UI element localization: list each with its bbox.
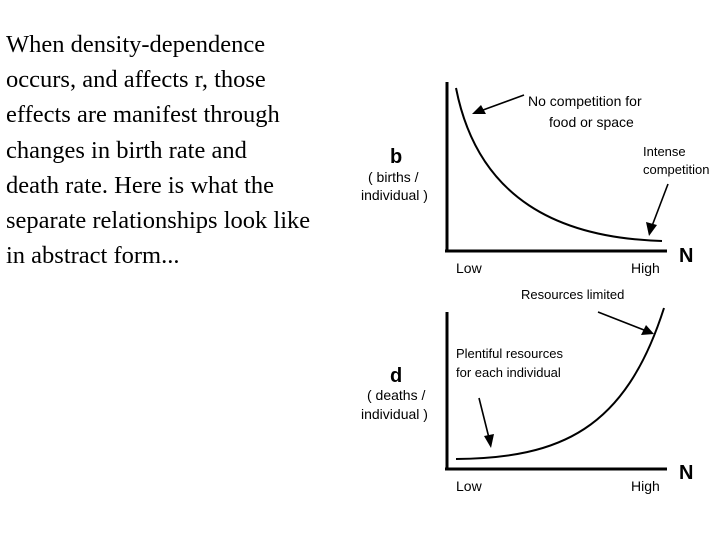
death-rate-variable: d — [390, 365, 403, 387]
birth-note-top-line1: No competition for — [528, 93, 642, 109]
death-note-top-arrow — [598, 312, 644, 330]
birth-rate-curve — [456, 88, 662, 241]
birth-x-variable: N — [679, 245, 694, 267]
birth-x-low-label: Low — [456, 260, 482, 276]
death-x-low-label: Low — [456, 478, 482, 494]
death-note-top: Resources limited — [521, 287, 625, 302]
death-x-high-label: High — [631, 478, 660, 494]
death-rate-unit-line2: individual ) — [361, 406, 428, 422]
death-rate-unit-line1: ( deaths / — [367, 387, 426, 403]
birth-rate-unit-line1: ( births / — [368, 169, 419, 185]
birth-note-top-arrow — [483, 95, 524, 110]
intro-paragraph: When density-dependence occurs, and affects r, those effects are manifest through changes in birth rate and death rate. Here is what the separate relationships look like in abstract form... — [6, 31, 311, 270]
birth-note-right-line2: competition — [643, 162, 710, 177]
birth-note-right-line1: Intense — [643, 144, 686, 159]
birth-rate-panel — [361, 82, 709, 276]
birth-rate-variable: b — [390, 146, 403, 168]
birth-note-right-arrow — [652, 184, 668, 226]
birth-x-high-label: High — [631, 260, 660, 276]
birth-note-right-arrowhead — [646, 222, 657, 236]
death-note-left-arrowhead — [484, 434, 494, 448]
birth-rate-unit-line2: individual ) — [361, 187, 428, 203]
death-rate-panel — [361, 287, 693, 494]
death-x-variable: N — [679, 462, 694, 484]
death-note-left-line1: Plentiful resources — [456, 346, 563, 361]
death-note-left-arrow — [479, 398, 489, 438]
death-note-left-line2: for each individual — [456, 365, 561, 380]
birth-note-top-line2: food or space — [549, 114, 634, 130]
